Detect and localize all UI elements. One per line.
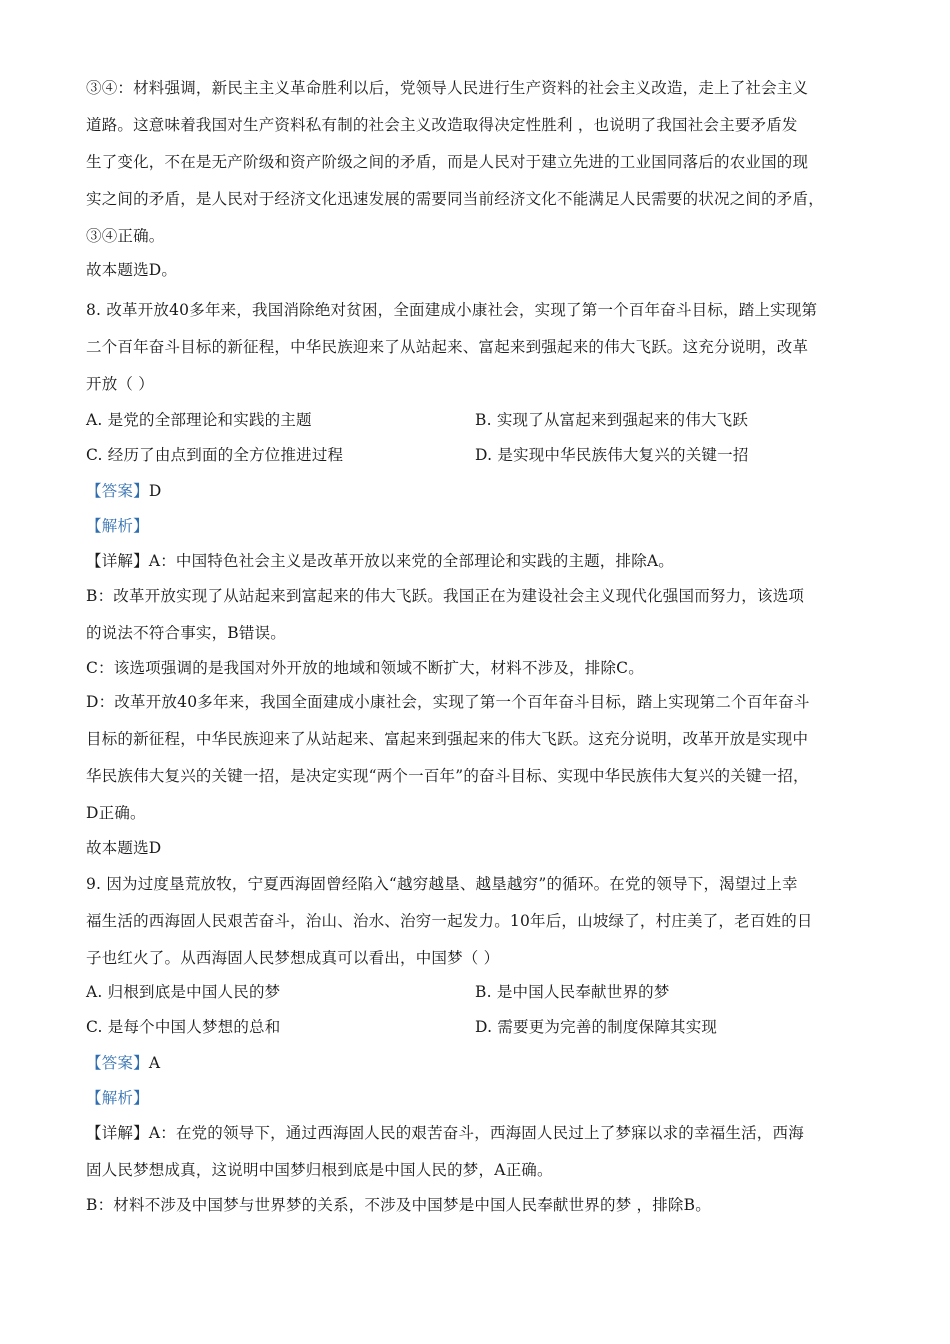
analysis-tag: 【解析】: [86, 517, 149, 535]
conclusion-line: 故本题选D: [86, 839, 162, 857]
question-8-option-a: A. 是党的全部理论和实践的主题: [86, 411, 312, 429]
question-9-answer: [86, 1053, 160, 1073]
detail-line: D正确。: [86, 804, 146, 822]
question-9-option-a: A. 归根到底是中国人民的梦: [86, 983, 281, 1001]
paragraph-line: 生了变化，不在是无产阶级和资产阶级之间的矛盾，而是人民对于建立先进的工业国同落后的农业国的现: [86, 153, 809, 171]
conclusion-line: 故本题选D。: [86, 261, 178, 279]
question-9-detail: [86, 1123, 804, 1143]
answer-value: D: [148, 482, 162, 500]
question-9-option-c: C. 是每个中国人梦想的总和: [86, 1018, 281, 1036]
detail-line: B：材料不涉及中国梦与世界梦的关系，不涉及中国梦是中国人民奉献世界的梦 ，排除B。: [86, 1196, 711, 1214]
question-8-option-c: C. 经历了由点到面的全方位推进过程: [86, 446, 344, 464]
detail-line: B：改革开放实现了从站起来到富起来的伟大飞跃。我国正在为建设社会主义现代化强国而努力，该选项: [86, 587, 805, 605]
question-9-option-b: B. 是中国人民奉献世界的梦: [475, 983, 670, 1001]
paragraph-line: ③④正确。: [86, 227, 165, 245]
question-8-stem: 二个百年奋斗目标的新征程，中华民族迎来了从站起来、富起来到强起来的伟大飞跃。这充分说明，改革: [86, 338, 809, 356]
question-8-option-b: B. 实现了从富起来到强起来的伟大飞跃: [475, 411, 749, 429]
detail-line: 华民族伟大复兴的关键一招，是决定实现“两个一百年”的奋斗目标、实现中华民族伟大复兴的关键一招，: [86, 767, 809, 785]
analysis-tag: 【解析】: [86, 1089, 149, 1107]
answer-tag: 【答案】: [86, 482, 149, 500]
detail-line: C：该选项强调的是我国对外开放的地域和领域不断扩大，材料不涉及，排除C。: [86, 659, 644, 677]
paragraph-line: 道路。这意味着我国对生产资料私有制的社会主义改造取得决定性胜利 ，也说明了我国社会主要矛盾发: [86, 116, 798, 134]
paragraph-line: ③④：材料强调，新民主主义革命胜利以后，党领导人民进行生产资料的社会主义改造，走上了社会主义: [86, 79, 809, 97]
answer-value: A: [148, 1054, 161, 1072]
question-9-stem: 9. 因为过度垦荒放牧，宁夏西海固曾经陷入“越穷越垦、越垦越穷”的循环。在党的领导下，渴望过上幸: [86, 875, 798, 893]
question-8-detail: [86, 551, 674, 571]
detail-line: D：改革开放40多年来，我国全面建成小康社会，实现了第一个百年奋斗目标，踏上实现第二个百年奋斗: [86, 693, 810, 711]
detail-text: A：在党的领导下，通过西海固人民的艰苦奋斗，西海固人民过上了梦寐以求的幸福生活，西海: [148, 1124, 804, 1142]
question-8-stem: 8. 改革开放40多年来，我国消除绝对贫困，全面建成小康社会，实现了第一个百年奋斗目标，踏上实现第: [86, 301, 818, 319]
answer-tag: 【答案】: [86, 1054, 149, 1072]
question-8-answer: [86, 481, 161, 501]
detail-tag: 【详解】: [86, 1124, 149, 1142]
question-9-stem: 子也红火了。从西海固人民梦想成真可以看出，中国梦（ ）: [86, 949, 500, 967]
detail-tag: 【详解】: [86, 552, 149, 570]
detail-line: 固人民梦想成真，这说明中国梦归根到底是中国人民的梦，A正确。: [86, 1161, 553, 1179]
detail-line: 的说法不符合事实，B错误。: [86, 624, 286, 642]
paragraph-line: 实之间的矛盾，是人民对于经济文化迅速发展的需要同当前经济文化不能满足人民需要的状况之间的矛盾，: [86, 190, 824, 208]
question-9-option-d: D. 需要更为完善的制度保障其实现: [475, 1018, 718, 1036]
question-8-stem: 开放（ ）: [86, 375, 154, 393]
question-8-option-d: D. 是实现中华民族伟大复兴的关键一招: [475, 446, 749, 464]
detail-text: A：中国特色社会主义是改革开放以来党的全部理论和实践的主题，排除A。: [148, 552, 675, 570]
detail-line: 目标的新征程，中华民族迎来了从站起来、富起来到强起来的伟大飞跃。这充分说明，改革开放是实现中: [86, 730, 809, 748]
question-9-stem: 福生活的西海固人民艰苦奋斗，治山、治水、治穷一起发力。10年后，山坡绿了，村庄美了，老百姓的日: [86, 912, 813, 930]
